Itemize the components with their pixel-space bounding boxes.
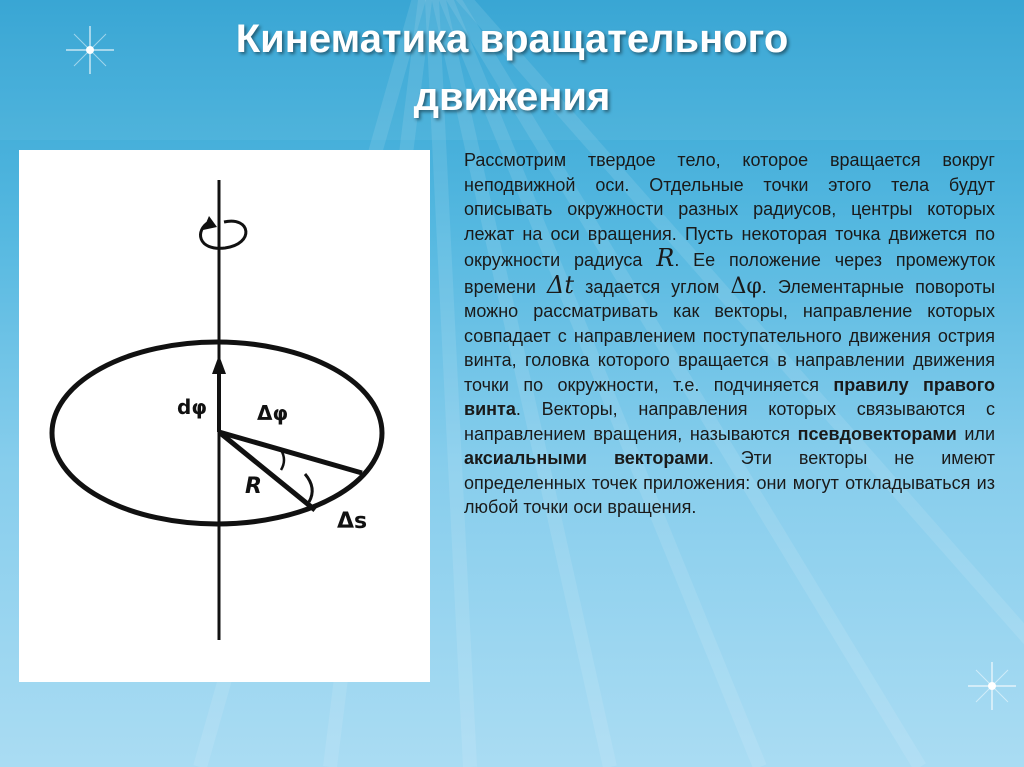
text-part-7: . Эти векторы не имеют определенных точек приложения: они могут откладываться из любой точки оси вращения. bbox=[464, 448, 995, 517]
symbol-delta-phi: Δφ bbox=[730, 273, 762, 299]
slide-title bbox=[0, 10, 1024, 126]
text-part-3: задается углом bbox=[574, 276, 731, 297]
text-part-2: . Ее положение через промежуток времени bbox=[464, 250, 995, 297]
bold-axial-vectors: аксиальными векторами bbox=[464, 448, 709, 468]
delta-phi-arc bbox=[281, 450, 284, 470]
text-part-4: . Элементарные повороты можно рассматривать как векторы, направление которых совпадает с направлением поступательного движения острия винта, головка которого вращается в направлении движения точки по окружности, т.е. подчиняется bbox=[464, 276, 996, 395]
label-R: R bbox=[245, 474, 262, 499]
sparkle-icon bbox=[962, 656, 1022, 716]
rotation-figure bbox=[19, 150, 430, 682]
label-delta-phi: Δφ bbox=[257, 401, 289, 425]
rotation-diagram bbox=[19, 150, 430, 682]
symbol-R: R bbox=[656, 244, 675, 272]
dphi-vector-head bbox=[212, 355, 226, 374]
delta-s-arc bbox=[305, 474, 312, 502]
label-dphi: dφ bbox=[177, 395, 207, 419]
text-part-5: . Векторы, направления которых связываются с направлением вращения, называются bbox=[464, 399, 995, 444]
explanation-text bbox=[464, 148, 995, 520]
text-part-1: Рассмотрим твердое тело, которое вращается вокруг неподвижной оси. Отдельные точки этого тела будут описывать окружности разных радиусов, центры которых лежат на оси вращения. Пусть некоторая точка движется по окружности радиуса bbox=[464, 150, 995, 270]
label-delta-s: Δs bbox=[337, 509, 368, 534]
text-part-6: или bbox=[956, 423, 995, 444]
bold-right-screw-rule: правилу правого винта bbox=[464, 374, 995, 419]
bold-pseudovectors: псевдовекторами bbox=[797, 423, 957, 444]
slide-title-line2: движения bbox=[413, 75, 611, 119]
symbol-delta-t: Δt bbox=[547, 270, 575, 299]
slide-title-line1: Кинематика вращательного bbox=[235, 17, 789, 61]
